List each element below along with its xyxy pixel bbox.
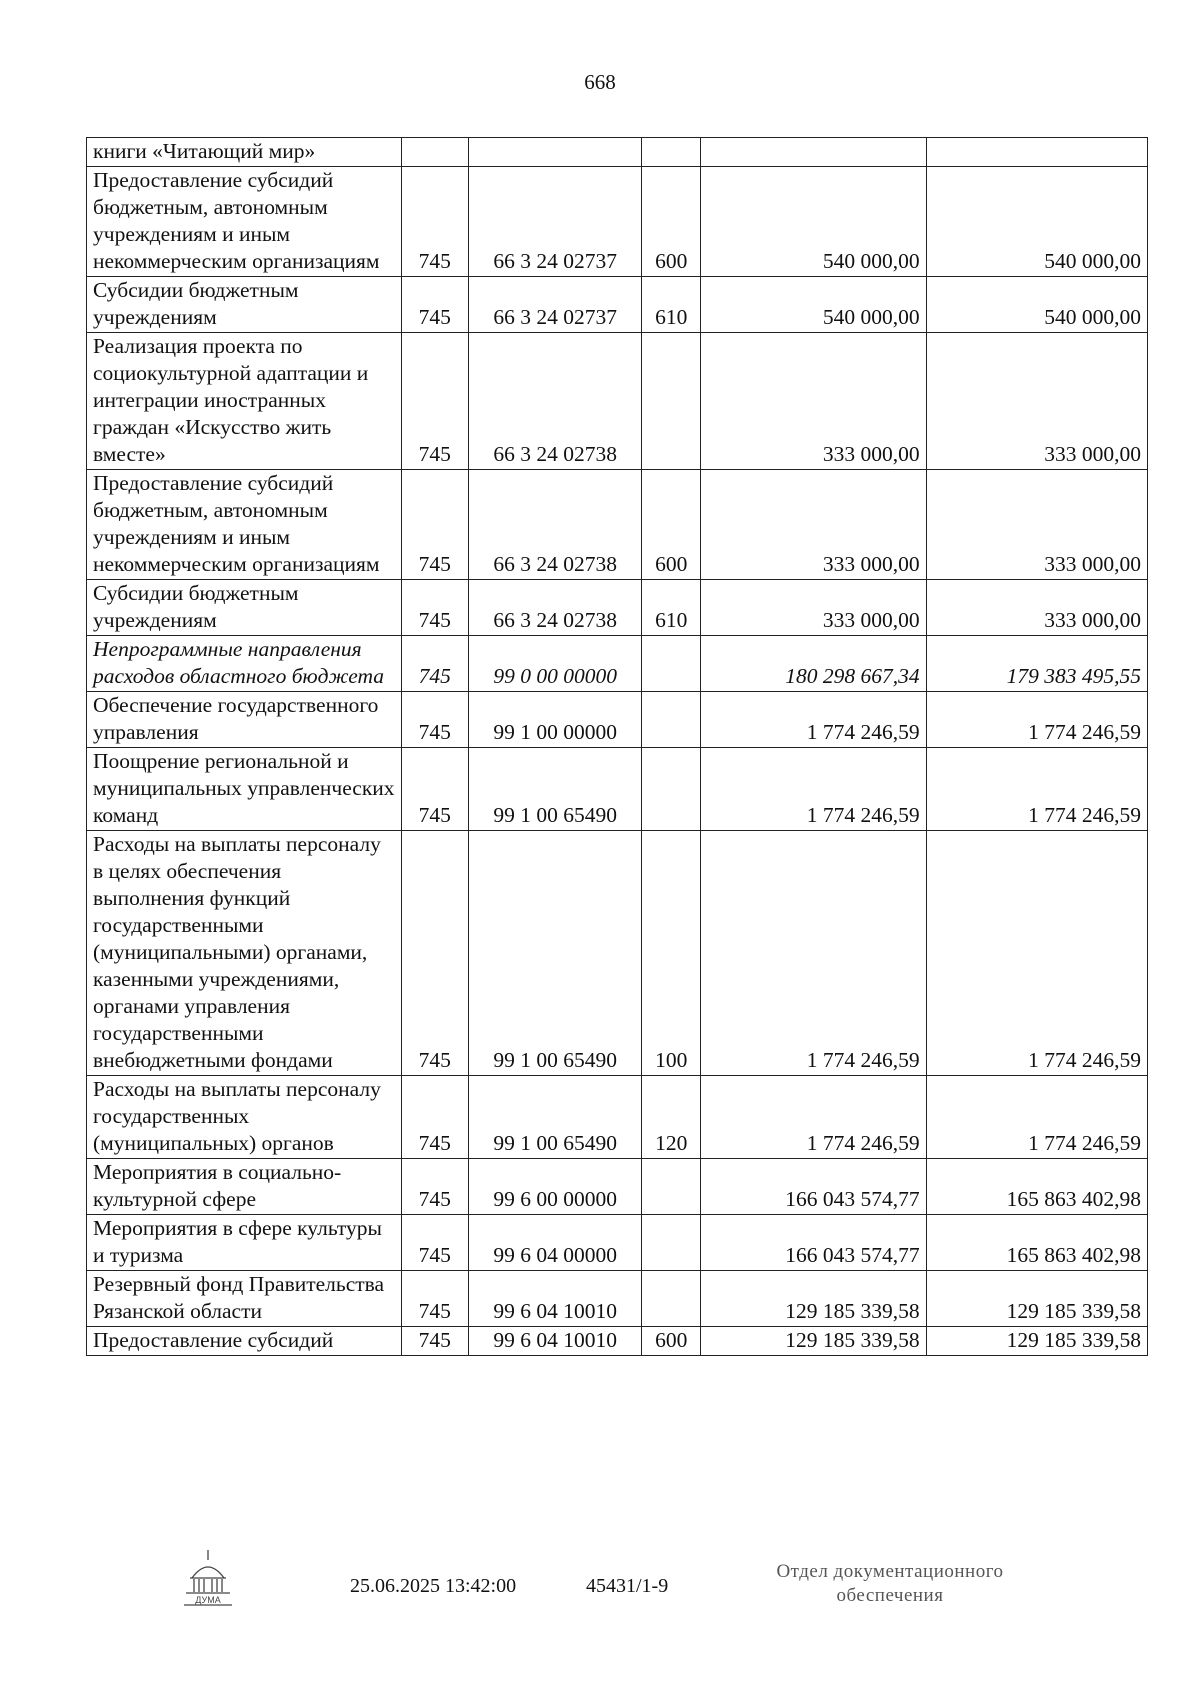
table-row bbox=[87, 1327, 1148, 1356]
cell-csr: 99 6 04 10010 bbox=[468, 1271, 642, 1327]
table-row bbox=[87, 277, 1148, 333]
cell-vr bbox=[642, 1159, 701, 1215]
cell-name: Поощрение региональной и муниципальных управленческих команд bbox=[87, 748, 402, 831]
cell-csr: 66 3 24 02738 bbox=[468, 580, 642, 636]
cell-sum-2: 1 774 246,59 bbox=[926, 748, 1147, 831]
table-row bbox=[87, 1271, 1148, 1327]
table-row bbox=[87, 1159, 1148, 1215]
cell-sum-2: 1 774 246,59 bbox=[926, 831, 1147, 1076]
cell-ved: 745 bbox=[401, 1076, 468, 1159]
cell-ved: 745 bbox=[401, 1215, 468, 1271]
cell-name: Мероприятия в социально-культурной сфере bbox=[87, 1159, 402, 1215]
cell-ved: 745 bbox=[401, 1271, 468, 1327]
cell-vr: 600 bbox=[642, 1327, 701, 1356]
cell-ved: 745 bbox=[401, 277, 468, 333]
cell-sum-2: 179 383 495,55 bbox=[926, 636, 1147, 692]
cell-ved: 745 bbox=[401, 748, 468, 831]
table-row bbox=[87, 333, 1148, 470]
cell-csr: 66 3 24 02737 bbox=[468, 167, 642, 277]
cell-csr: 99 0 00 00000 bbox=[468, 636, 642, 692]
cell-name: Предоставление субсидий бюджетным, автономным учреждениям и иным некоммерческим организациям bbox=[87, 470, 402, 580]
cell-ved bbox=[401, 138, 468, 167]
cell-csr: 99 1 00 65490 bbox=[468, 831, 642, 1076]
cell-sum-2: 333 000,00 bbox=[926, 333, 1147, 470]
page-number: 668 bbox=[584, 70, 616, 94]
table-row bbox=[87, 1215, 1148, 1271]
cell-sum-2 bbox=[926, 138, 1147, 167]
cell-vr: 120 bbox=[642, 1076, 701, 1159]
cell-sum-1: 333 000,00 bbox=[701, 333, 927, 470]
cell-sum-2: 1 774 246,59 bbox=[926, 1076, 1147, 1159]
cell-name: Мероприятия в сфере культуры и туризма bbox=[87, 1215, 402, 1271]
stamp-line-1: Отдел документационного bbox=[776, 1561, 1004, 1582]
cell-sum-2: 540 000,00 bbox=[926, 167, 1147, 277]
cell-name: Предоставление субсидий бюджетным, автономным учреждениям и иным некоммерческим организациям bbox=[87, 167, 402, 277]
cell-name: книги «Читающий мир» bbox=[87, 138, 402, 167]
cell-csr: 99 6 04 00000 bbox=[468, 1215, 642, 1271]
cell-sum-2: 333 000,00 bbox=[926, 580, 1147, 636]
cell-csr: 99 1 00 65490 bbox=[468, 748, 642, 831]
cell-csr: 99 1 00 65490 bbox=[468, 1076, 642, 1159]
cell-sum-2: 165 863 402,98 bbox=[926, 1215, 1147, 1271]
cell-ved: 745 bbox=[401, 470, 468, 580]
cell-sum-1 bbox=[701, 138, 927, 167]
table-row bbox=[87, 748, 1148, 831]
svg-text:ДУМА: ДУМА bbox=[195, 1595, 221, 1605]
cell-sum-2: 129 185 339,58 bbox=[926, 1327, 1147, 1356]
cell-name: Реализация проекта по социокультурной адаптации и интеграции иностранных граждан «Искусство жить вместе» bbox=[87, 333, 402, 470]
table-row bbox=[87, 692, 1148, 748]
cell-sum-2: 129 185 339,58 bbox=[926, 1271, 1147, 1327]
cell-vr bbox=[642, 748, 701, 831]
cell-sum-1: 1 774 246,59 bbox=[701, 748, 927, 831]
cell-name: Субсидии бюджетным учреждениям bbox=[87, 277, 402, 333]
cell-sum-1: 166 043 574,77 bbox=[701, 1159, 927, 1215]
cell-vr bbox=[642, 692, 701, 748]
cell-ved: 745 bbox=[401, 831, 468, 1076]
cell-vr: 600 bbox=[642, 167, 701, 277]
cell-vr bbox=[642, 333, 701, 470]
cell-vr: 100 bbox=[642, 831, 701, 1076]
cell-ved: 745 bbox=[401, 167, 468, 277]
cell-ved: 745 bbox=[401, 333, 468, 470]
table-row bbox=[87, 470, 1148, 580]
cell-ved: 745 bbox=[401, 1327, 468, 1356]
cell-csr: 99 1 00 00000 bbox=[468, 692, 642, 748]
cell-csr: 66 3 24 02738 bbox=[468, 333, 642, 470]
cell-csr: 99 6 00 00000 bbox=[468, 1159, 642, 1215]
cell-sum-1: 180 298 667,34 bbox=[701, 636, 927, 692]
footer-document-code: 45431/1-9 bbox=[586, 1575, 669, 1597]
cell-ved: 745 bbox=[401, 636, 468, 692]
duma-logo-icon bbox=[178, 1548, 238, 1610]
cell-sum-1: 129 185 339,58 bbox=[701, 1271, 927, 1327]
cell-name: Предоставление субсидий bbox=[87, 1327, 402, 1356]
footer-datetime: 25.06.2025 13:42:00 bbox=[350, 1575, 517, 1597]
cell-vr: 610 bbox=[642, 277, 701, 333]
cell-csr: 66 3 24 02738 bbox=[468, 470, 642, 580]
cell-vr bbox=[642, 636, 701, 692]
department-stamp bbox=[740, 1560, 1040, 1608]
cell-sum-2: 540 000,00 bbox=[926, 277, 1147, 333]
cell-name: Субсидии бюджетным учреждениям bbox=[87, 580, 402, 636]
cell-ved: 745 bbox=[401, 580, 468, 636]
cell-sum-2: 1 774 246,59 bbox=[926, 692, 1147, 748]
cell-sum-1: 129 185 339,58 bbox=[701, 1327, 927, 1356]
cell-sum-1: 333 000,00 bbox=[701, 580, 927, 636]
table-row bbox=[87, 636, 1148, 692]
cell-vr: 610 bbox=[642, 580, 701, 636]
cell-sum-1: 166 043 574,77 bbox=[701, 1215, 927, 1271]
cell-name: Резервный фонд Правительства Рязанской области bbox=[87, 1271, 402, 1327]
cell-csr: 99 6 04 10010 bbox=[468, 1327, 642, 1356]
cell-sum-1: 540 000,00 bbox=[701, 277, 927, 333]
table-row bbox=[87, 580, 1148, 636]
cell-sum-2: 333 000,00 bbox=[926, 470, 1147, 580]
table-row bbox=[87, 138, 1148, 167]
budget-table bbox=[86, 137, 1148, 1356]
stamp-line-2: обеспечения bbox=[836, 1585, 944, 1606]
cell-vr: 600 bbox=[642, 470, 701, 580]
cell-vr bbox=[642, 1215, 701, 1271]
cell-name: Расходы на выплаты персоналу государственных (муниципальных) органов bbox=[87, 1076, 402, 1159]
cell-name: Обеспечение государственного управления bbox=[87, 692, 402, 748]
table-row bbox=[87, 1076, 1148, 1159]
cell-vr bbox=[642, 1271, 701, 1327]
table-row bbox=[87, 167, 1148, 277]
table-body bbox=[87, 138, 1148, 1356]
cell-csr: 66 3 24 02737 bbox=[468, 277, 642, 333]
cell-sum-1: 540 000,00 bbox=[701, 167, 927, 277]
cell-csr bbox=[468, 138, 642, 167]
cell-name: Расходы на выплаты персоналу в целях обеспечения выполнения функций государственными (муниципальными) органами, казенными учреждениями, органами управления государственными внебюджетными фондами bbox=[87, 831, 402, 1076]
cell-sum-1: 1 774 246,59 bbox=[701, 692, 927, 748]
cell-sum-2: 165 863 402,98 bbox=[926, 1159, 1147, 1215]
cell-name: Непрограммные направления расходов областного бюджета bbox=[87, 636, 402, 692]
table-row bbox=[87, 831, 1148, 1076]
cell-vr bbox=[642, 138, 701, 167]
cell-sum-1: 1 774 246,59 bbox=[701, 1076, 927, 1159]
cell-ved: 745 bbox=[401, 692, 468, 748]
cell-sum-1: 1 774 246,59 bbox=[701, 831, 927, 1076]
cell-sum-1: 333 000,00 bbox=[701, 470, 927, 580]
cell-ved: 745 bbox=[401, 1159, 468, 1215]
